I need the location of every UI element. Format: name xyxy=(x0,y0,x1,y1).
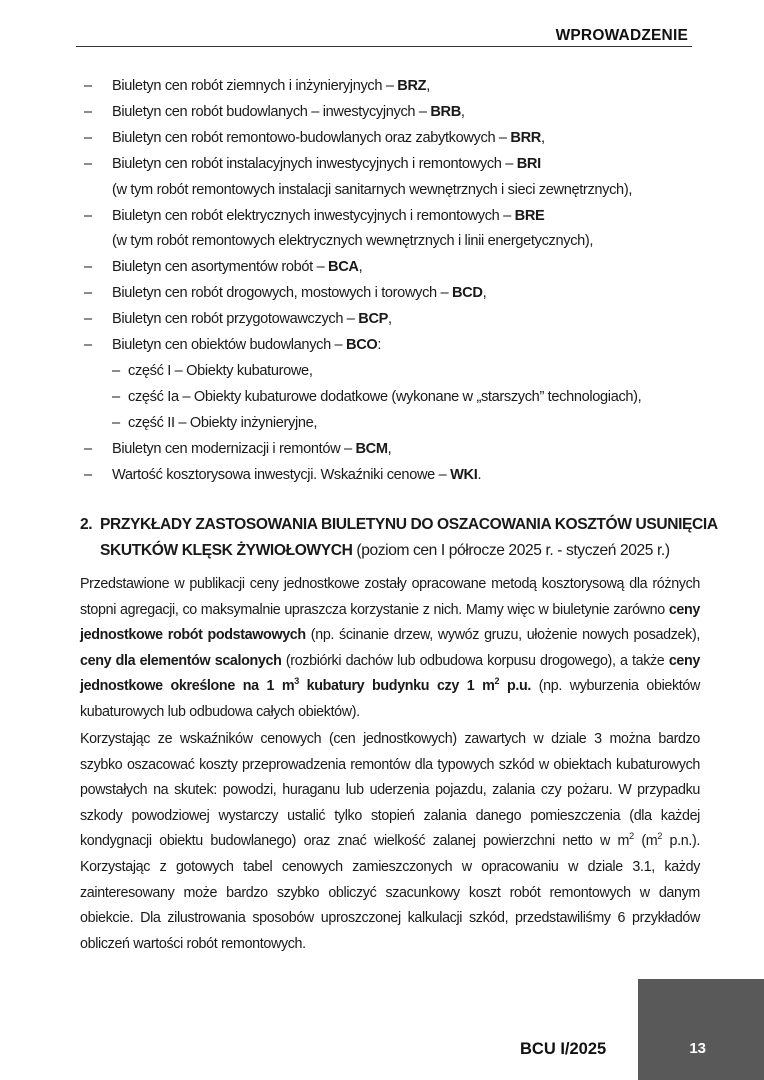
list-item-text: Biuletyn cen robót ziemnych i inżynieryjnych – xyxy=(112,78,398,94)
running-header: WPROWADZENIE xyxy=(555,27,688,44)
list-item xyxy=(84,74,704,100)
list-item-suffix: . xyxy=(477,466,482,483)
list-item-continuation: (w tym robót remontowych elektrycznych wewnętrznych i linii energetycznych), xyxy=(112,233,594,250)
list-item xyxy=(84,463,704,489)
superscript: 2 xyxy=(494,676,500,687)
paragraph-text: (m xyxy=(633,833,658,850)
list-item-text: Biuletyn cen obiektów budowlanych – xyxy=(112,337,347,354)
paragraph-1 xyxy=(80,572,700,726)
list-item xyxy=(84,307,704,333)
list-dash: – xyxy=(84,466,92,483)
list-item xyxy=(84,126,704,152)
section-title-note: (poziom cen I półrocze 2025 r. - styczeń 2025 r.) xyxy=(352,542,670,559)
paragraph-text: (np. wyburzenia obiektów kubaturowych lub odbudowa całych obiektów). xyxy=(80,678,701,720)
sub-list-item-text: część I – Obiekty kubaturowe, xyxy=(128,362,313,379)
list-item-code: BRB xyxy=(430,103,461,120)
paragraph-bold-part: ceny jednostkowe określone na 1 m xyxy=(80,652,700,695)
list-dash: – xyxy=(84,155,92,172)
list-item-text: Biuletyn cen robót budowlanych – inwestycyjnych – xyxy=(112,103,431,120)
paragraph-bold-part: p.u. xyxy=(499,678,531,695)
list-dash: – xyxy=(84,311,92,328)
page-number-box xyxy=(638,979,764,1080)
list-item-code: BRR xyxy=(510,129,541,146)
list-item-suffix: , xyxy=(426,78,430,94)
list-item-code: WKI xyxy=(450,466,478,483)
list-item-code: BRZ xyxy=(397,78,427,94)
list-item xyxy=(84,255,704,281)
list-item-text: Biuletyn cen robót elektrycznych inwestycyjnych i remontowych – xyxy=(112,207,515,224)
list-dash: – xyxy=(112,414,120,431)
section-heading xyxy=(80,512,718,564)
list-item-suffix: , xyxy=(460,103,465,120)
paragraph-bold: ceny dla elementów scalonych xyxy=(80,652,282,669)
sub-list-item xyxy=(84,359,704,385)
sub-list-item-text: część II – Obiekty inżynieryjne, xyxy=(128,414,318,431)
paragraph-bold: ceny jednostkowe robót podstawowych xyxy=(80,601,700,644)
list-item xyxy=(84,333,704,359)
list-dash: – xyxy=(84,259,92,276)
sub-list-item-text: część Ia – Obiekty kubaturowe dodatkowe (wykonane w „starszych” technologiach), xyxy=(128,388,642,405)
section-number: 2. xyxy=(80,516,93,533)
list-item-suffix: , xyxy=(388,311,392,328)
bulletin-list xyxy=(84,74,704,489)
list-item-suffix: , xyxy=(358,259,363,276)
paragraph-text: p.n.). Korzystając z gotowych tabel cenowych zamieszczonych w opracowaniu w dziale 3.1, każdy zainteresowany może bardzo szybko obliczyć szacunkowy koszt robót remontowych w danym obiekcie. Dla zilustrowania sposobów uproszczonej kalkulacji szkód, przedstawiliśmy 6 przykładów obliczeń wartości robót remontowych. xyxy=(80,833,701,952)
list-item-code: BRI xyxy=(516,155,541,172)
list-dash: – xyxy=(112,362,120,379)
list-item-text: Biuletyn cen modernizacji i remontów – xyxy=(112,440,356,457)
list-item-suffix: : xyxy=(377,337,382,354)
list-item-text: Biuletyn cen robót drogowych, mostowych i torowych – xyxy=(112,285,452,302)
footer-publication-title: BCU I/2025 xyxy=(520,1040,607,1058)
section-title-line2 xyxy=(80,538,700,564)
list-item xyxy=(84,152,704,178)
superscript: 2 xyxy=(629,831,634,842)
paragraph-text: (rozbiórki dachów lub odbudowa korpusu drogowego), a także xyxy=(281,652,669,669)
list-dash: – xyxy=(84,337,92,354)
list-item-code: BCP xyxy=(358,311,389,328)
list-dash: – xyxy=(112,388,120,405)
list-item-text: Biuletyn cen robót remontowo-budowlanych oraz zabytkowych – xyxy=(112,129,511,146)
list-item-continuation: (w tym robót remontowych instalacji sanitarnych wewnętrznych i sieci zewnętrznych), xyxy=(112,181,633,198)
paragraph-bold-part: kubatury budynku czy 1 m xyxy=(298,678,495,695)
list-item-suffix: , xyxy=(540,129,545,146)
list-item-suffix: , xyxy=(387,440,392,457)
paragraph-text: (np. ścinanie drzew, wywóz gruzu, ułożenie nowych posadzek), xyxy=(305,627,700,644)
list-item-text: Wartość kosztorysowa inwestycji. Wskaźniki cenowe – xyxy=(112,466,451,483)
list-item-code: BCO xyxy=(346,337,378,354)
superscript: 2 xyxy=(657,831,662,842)
list-item-code: BCA xyxy=(328,259,359,276)
superscript: 3 xyxy=(294,676,299,687)
list-item xyxy=(84,281,704,307)
section-title-line1: PRZYKŁADY ZASTOSOWANIA BIULETYNU DO OSZACOWANIA KOSZTÓW USUNIĘCIA xyxy=(100,516,718,533)
list-item xyxy=(84,204,704,230)
list-item-text: Biuletyn cen robót instalacyjnych inwestycyjnych i remontowych – xyxy=(112,155,517,172)
list-item-code: BCD xyxy=(451,285,483,302)
list-dash: – xyxy=(84,207,92,224)
paragraph-2 xyxy=(80,727,700,957)
list-dash: – xyxy=(84,440,92,457)
page-number: 13 xyxy=(689,1040,706,1057)
paragraph-text: Korzystając ze wskaźników cenowych (cen jednostkowych) zawartych w dziale 3 można bardzo szybko oszacować koszty przeprowadzenia remontów dla typowych szkód w obiektach kubaturowych powstałych na skutek: powodzi, huraganu lub uderzenia pojazdu, zalania czy pożaru. W przypadku szkody powodziowej wystarczy ustalić tylko stopień zalania danego pomieszczenia (dla każdej kondygnacji obiektu budowlanego) oraz znać wielkość zalanej powierzchni netto w m xyxy=(80,731,700,850)
list-item xyxy=(84,437,704,463)
header-divider xyxy=(76,46,692,47)
list-item-suffix: , xyxy=(482,285,487,302)
list-dash: – xyxy=(84,103,92,120)
list-item-code: BCM xyxy=(355,440,388,457)
section-title-bold: SKUTKÓW KLĘSK ŻYWIOŁOWYCH xyxy=(100,542,353,559)
sub-list-item xyxy=(84,385,704,411)
paragraph-text: Przedstawione w publikacji ceny jednostkowe zostały opracowane metodą kosztorysową dla różnych stopni agregacji, co maksymalnie upraszcza korzystanie z nich. Mamy więc w biuletynie zarówno xyxy=(80,576,700,618)
sub-list-item xyxy=(84,411,704,437)
list-item xyxy=(84,100,704,126)
list-dash: – xyxy=(84,129,92,146)
list-dash: – xyxy=(84,285,92,302)
list-dash: – xyxy=(84,78,92,94)
list-item-text: Biuletyn cen robót przygotowawczych – xyxy=(112,311,359,328)
list-item-text: Biuletyn cen asortymentów robót – xyxy=(112,259,329,276)
list-item-code: BRE xyxy=(514,207,545,224)
